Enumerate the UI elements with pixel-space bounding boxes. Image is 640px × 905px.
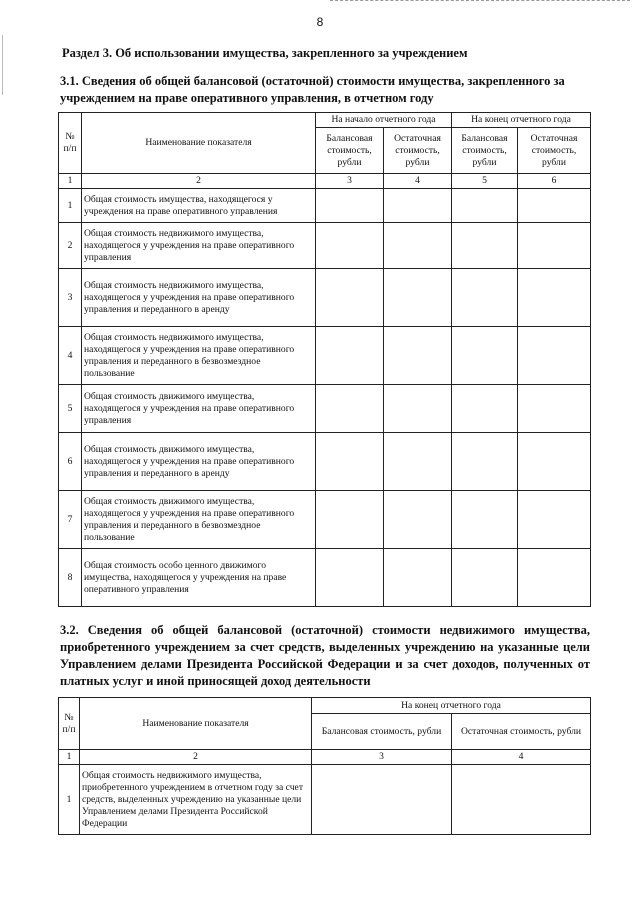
row-number: 1 [59, 189, 82, 223]
row-name: Общая стоимость особо ценного движимого имущества, находящегося у учреждения на праве оперативного управления [82, 549, 316, 607]
index-cell: 3 [316, 174, 384, 189]
value-cell [316, 223, 384, 269]
table-3-2 [58, 697, 591, 835]
index-cell: 2 [82, 174, 316, 189]
value-cell [452, 765, 591, 835]
value-cell [384, 327, 452, 385]
col-residual-start: Остаточная стоимость, рубли [384, 128, 452, 174]
row-name: Общая стоимость движимого имущества, находящегося у учреждения на праве оперативного управления и переданного в аренду [82, 433, 316, 491]
table-row [59, 269, 591, 327]
row-number: 3 [59, 269, 82, 327]
table-row [59, 327, 591, 385]
value-cell [316, 385, 384, 433]
value-cell [518, 433, 591, 491]
col-name-header: Наименование показателя [80, 698, 312, 750]
row-name: Общая стоимость движимого имущества, находящегося у учреждения на праве оперативного управления [82, 385, 316, 433]
group-end-header: На конец отчетного года [452, 113, 591, 128]
value-cell [316, 549, 384, 607]
value-cell [384, 223, 452, 269]
table-row [59, 433, 591, 491]
row-number: 4 [59, 327, 82, 385]
value-cell [316, 433, 384, 491]
scan-artifact-top [330, 0, 630, 3]
value-cell [384, 269, 452, 327]
row-number: 6 [59, 433, 82, 491]
row-name: Общая стоимость недвижимого имущества, приобретенного учреждением в отчетном году за счет средств, выделенных учреждению на указанные цели Управлением делами Президента Российской Федерации [80, 765, 312, 835]
row-name: Общая стоимость недвижимого имущества, находящегося у учреждения на праве оперативного управления и переданного в аренду [82, 269, 316, 327]
table-row [59, 765, 591, 835]
value-cell [316, 189, 384, 223]
table-row [59, 189, 591, 223]
value-cell [518, 491, 591, 549]
index-row [59, 174, 591, 189]
group-start-header: На начало отчетного года [316, 113, 452, 128]
value-cell [452, 549, 518, 607]
index-cell: 6 [518, 174, 591, 189]
section-title: Раздел 3. Об использовании имущества, закрепленного за учреждением [62, 46, 468, 60]
index-cell: 1 [59, 750, 80, 765]
value-cell [452, 189, 518, 223]
value-cell [518, 269, 591, 327]
subsection-3-1-title: 3.1. Сведения об общей балансовой (остаточной) стоимости имущества, закрепленного за учреждением на праве оперативного управления, в отчетном году [60, 74, 565, 105]
index-cell: 4 [452, 750, 591, 765]
table-row [59, 491, 591, 549]
table-3-1 [58, 112, 591, 607]
col-num-header: № п/п [59, 113, 82, 174]
col-num-header: № п/п [59, 698, 80, 750]
subsection-3-2-title: 3.2. Сведения об общей балансовой (остаточной) стоимости недвижимого имущества, приобретенного учреждением за счет средств, выделенных учреждению на указанные цели Управлением делами Президента Российской Федерации и за счет доходов, полученных от платных услуг и иной приносящей доход деятельности [60, 623, 590, 688]
row-number: 8 [59, 549, 82, 607]
value-cell [384, 189, 452, 223]
value-cell [518, 223, 591, 269]
col-name-header: Наименование показателя [82, 113, 316, 174]
row-number: 7 [59, 491, 82, 549]
row-name: Общая стоимость движимого имущества, находящегося у учреждения на праве оперативного управления и переданного в безвозмездное пользование [82, 491, 316, 549]
row-number: 5 [59, 385, 82, 433]
value-cell [384, 491, 452, 549]
scan-artifact-left [2, 35, 3, 95]
value-cell [452, 385, 518, 433]
index-cell: 1 [59, 174, 82, 189]
row-number: 2 [59, 223, 82, 269]
value-cell [384, 549, 452, 607]
col-balance-end: Балансовая стоимость, рубли [312, 714, 452, 750]
value-cell [518, 189, 591, 223]
value-cell [452, 491, 518, 549]
value-cell [312, 765, 452, 835]
value-cell [452, 269, 518, 327]
table-row [59, 549, 591, 607]
col-residual-end: Остаточная стоимость, рубли [452, 714, 591, 750]
value-cell [316, 269, 384, 327]
index-cell: 4 [384, 174, 452, 189]
page-number: 8 [316, 15, 324, 29]
row-name: Общая стоимость недвижимого имущества, находящегося у учреждения на праве оперативного управления и переданного в безвозмездное пользование [82, 327, 316, 385]
col-balance-start: Балансовая стоимость, рубли [316, 128, 384, 174]
value-cell [452, 433, 518, 491]
group-end-header: На конец отчетного года [312, 698, 591, 714]
value-cell [518, 549, 591, 607]
value-cell [518, 327, 591, 385]
value-cell [452, 327, 518, 385]
row-name: Общая стоимость имущества, находящегося у учреждения на праве оперативного управления [82, 189, 316, 223]
value-cell [316, 327, 384, 385]
index-cell: 3 [312, 750, 452, 765]
row-number: 1 [59, 765, 80, 835]
value-cell [518, 385, 591, 433]
value-cell [316, 491, 384, 549]
table-row [59, 385, 591, 433]
value-cell [384, 433, 452, 491]
col-residual-end: Остаточная стоимость, рубли [518, 128, 591, 174]
row-name: Общая стоимость недвижимого имущества, находящегося у учреждения на праве оперативного управления [82, 223, 316, 269]
table-row [59, 223, 591, 269]
col-balance-end: Балансовая стоимость, рубли [452, 128, 518, 174]
index-cell: 2 [80, 750, 312, 765]
index-cell: 5 [452, 174, 518, 189]
value-cell [384, 385, 452, 433]
index-row [59, 750, 591, 765]
value-cell [452, 223, 518, 269]
